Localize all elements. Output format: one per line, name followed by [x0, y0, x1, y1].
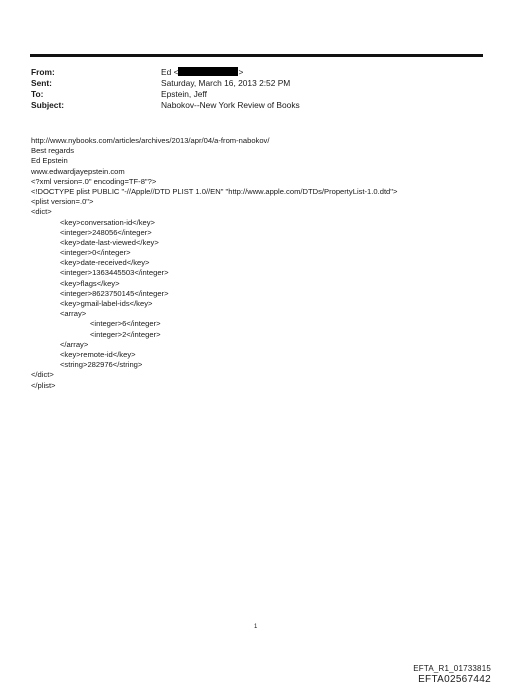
body-line: </plist> — [31, 380, 56, 390]
body-line: <!DOCTYPE plist PUBLIC "-//Apple//DTD PLIST 1.0//EN" "http://www.apple.com/DTDs/PropertyList-1.0.dtd"> — [31, 186, 398, 196]
body-line: </dict> — [31, 370, 54, 380]
from-value: Ed < > — [161, 67, 244, 77]
body-line: <key>conversation-id</key> — [60, 217, 155, 227]
body-line: <key>remote-id</key> — [60, 349, 136, 359]
body-line: <integer>6</integer> — [90, 319, 161, 329]
header-rule — [30, 54, 483, 57]
sent-value: Saturday, March 16, 2013 2:52 PM — [161, 78, 291, 88]
body-line: <dict> — [31, 207, 52, 217]
redaction-bar — [178, 67, 238, 76]
from-label: From: — [31, 67, 55, 77]
body-line: <key>date-last-viewed</key> — [60, 237, 159, 247]
body-line: <integer>1363445503</integer> — [60, 268, 169, 278]
subject-value: Nabokov--New York Review of Books — [161, 100, 300, 110]
body-line: Best regards — [31, 146, 75, 156]
email-body — [31, 136, 397, 391]
body-line: <key>flags</key> — [60, 278, 120, 288]
body-line: Ed Epstein — [31, 156, 68, 166]
to-label: To: — [31, 89, 44, 99]
body-line: </array> — [60, 339, 89, 349]
body-link: http://www.nybooks.com/articles/archives/2013/apr/04/a-from-nabokov/ — [31, 136, 270, 145]
page-number: 1 — [254, 624, 258, 630]
body-line: <integer>8623750145</integer> — [60, 288, 169, 298]
body-line: <string>282976</string> — [60, 360, 143, 370]
body-line: <key>gmail-label-ids</key> — [60, 299, 153, 308]
bates-number-bottom: EFTA02567442 — [418, 674, 491, 685]
bates-number-top: EFTA_R1_01733815 — [413, 664, 491, 673]
subject-label: Subject: — [31, 100, 65, 110]
body-line: www.edwardjayepstein.com — [31, 166, 125, 176]
body-line: <key>date-received</key> — [60, 258, 150, 268]
to-value: Epstein, Jeff — [161, 89, 207, 99]
body-line: <?xml version=.0" encoding=TF-8"?> — [31, 176, 157, 186]
sent-label: Sent: — [31, 78, 52, 88]
body-line: <array> — [60, 309, 87, 319]
body-line: <integer>2</integer> — [90, 329, 161, 339]
body-line: <integer>0</integer> — [60, 248, 131, 258]
body-line: <integer>248056</integer> — [60, 227, 152, 237]
body-line: <plist version=.0"> — [31, 197, 94, 207]
